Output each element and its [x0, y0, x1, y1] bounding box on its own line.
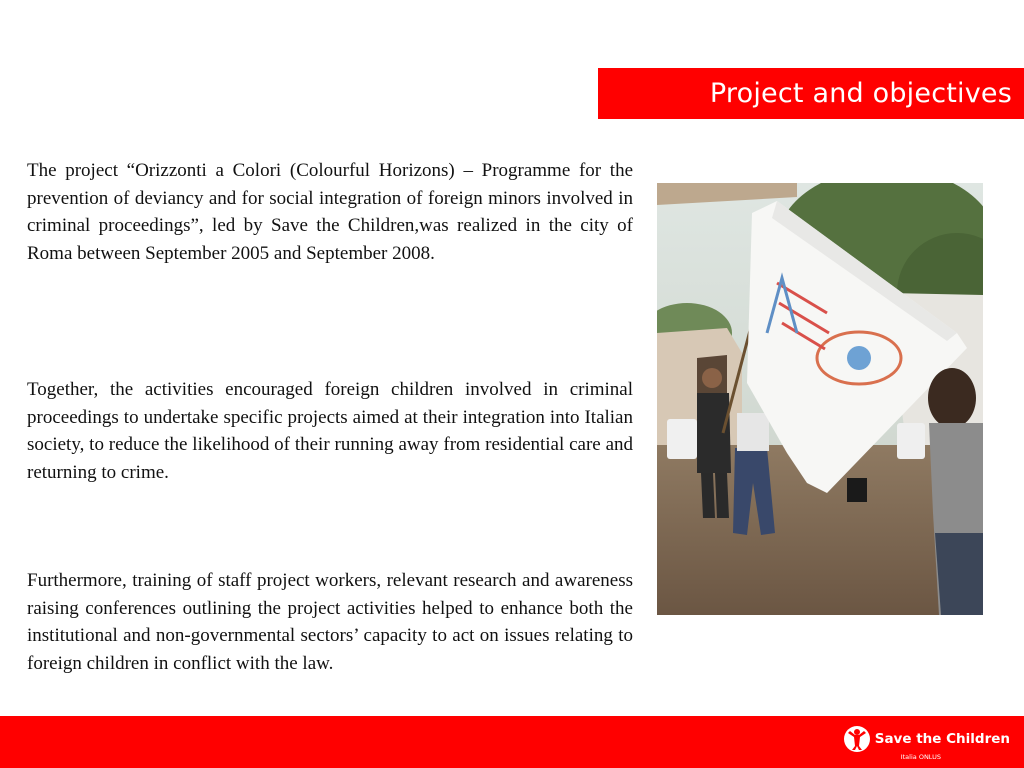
footer-bar: [0, 716, 1024, 768]
slide-title: Project and objectives: [709, 78, 1012, 109]
title-bar: [598, 68, 1024, 119]
paragraph-training: Furthermore, training of staff project workers, relevant research and awareness raising conferences outlining the project activities helped to enhance both the institutional and non-governmental sectors’ capacity to act on issues relating to foreign children in conflict with the law.: [27, 570, 633, 674]
child-figure-icon: [842, 725, 872, 753]
photo-flag-waving: [657, 183, 983, 615]
paragraph-activities: Together, the activities encouraged foreign children involved in criminal proceedings to undertake specific projects aimed at their integration into Italian society, to reduce the likelihood of their running away from residential care and returning to crime.: [27, 379, 633, 483]
logo-text: Save the Children: [874, 731, 1010, 747]
paragraph-project: The project “Orizzonti a Colori (Colourful Horizons) – Programme for the prevention of deviancy and for social integration of foreign minors involved in criminal proceedings”, led by Save the Children,was realized in the city of Roma between September 2005 and September 2008.: [27, 160, 633, 264]
save-the-children-logo: [842, 725, 1010, 753]
logo-subtext: Italia ONLUS: [900, 753, 941, 761]
